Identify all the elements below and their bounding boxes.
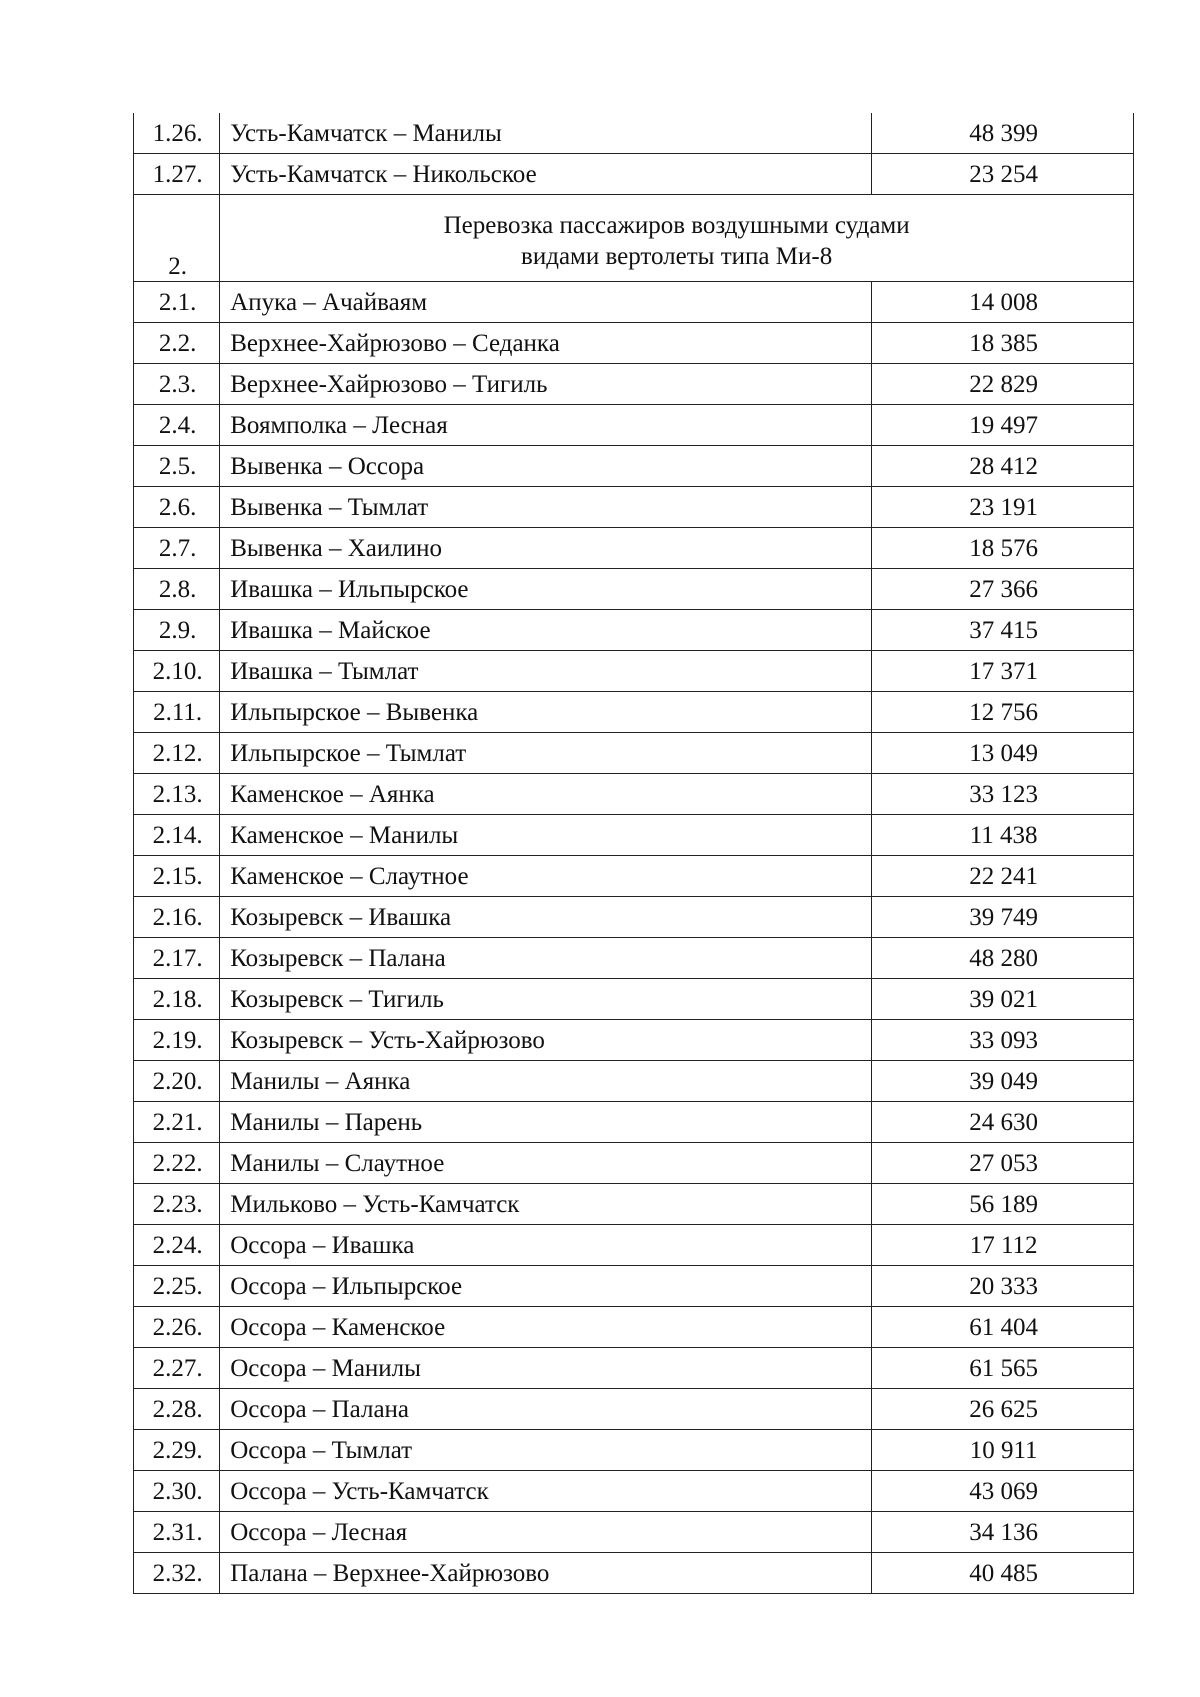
row-number: 2.17. bbox=[134, 938, 220, 979]
route-name: Оссора – Ивашка bbox=[220, 1225, 872, 1266]
route-price: 33 123 bbox=[872, 774, 1134, 815]
route-price: 23 254 bbox=[872, 154, 1134, 195]
route-name: Каменское – Аянка bbox=[220, 774, 872, 815]
section-number: 2. bbox=[134, 195, 220, 282]
route-name: Верхнее-Хайрюзово – Седанка bbox=[220, 323, 872, 364]
route-name: Вывенка – Хаилино bbox=[220, 528, 872, 569]
row-number: 2.21. bbox=[134, 1102, 220, 1143]
section-title-line-1: Перевозка пассажиров воздушными судами bbox=[443, 211, 910, 239]
table-row bbox=[134, 610, 1134, 651]
route-price: 18 385 bbox=[872, 323, 1134, 364]
row-number: 2.1. bbox=[134, 282, 220, 323]
route-price: 40 485 bbox=[872, 1553, 1134, 1594]
route-price: 34 136 bbox=[872, 1512, 1134, 1553]
route-name: Оссора – Ильпырское bbox=[220, 1266, 872, 1307]
route-price: 17 112 bbox=[872, 1225, 1134, 1266]
section-header bbox=[134, 195, 1134, 282]
table-row bbox=[134, 528, 1134, 569]
route-name: Апука – Ачайваям bbox=[220, 282, 872, 323]
table-row bbox=[134, 651, 1134, 692]
table-row bbox=[134, 1471, 1134, 1512]
route-name: Вывенка – Оссора bbox=[220, 446, 872, 487]
route-name: Верхнее-Хайрюзово – Тигиль bbox=[220, 364, 872, 405]
row-number: 2.32. bbox=[134, 1553, 220, 1594]
route-name: Каменское – Слаутное bbox=[220, 856, 872, 897]
row-number: 2.8. bbox=[134, 569, 220, 610]
route-name: Козыревск – Палана bbox=[220, 938, 872, 979]
route-price: 61 565 bbox=[872, 1348, 1134, 1389]
route-price: 27 053 bbox=[872, 1143, 1134, 1184]
row-number: 2.14. bbox=[134, 815, 220, 856]
table-row bbox=[134, 1020, 1134, 1061]
route-price: 22 829 bbox=[872, 364, 1134, 405]
table-row bbox=[134, 405, 1134, 446]
table-row bbox=[134, 1225, 1134, 1266]
route-price: 11 438 bbox=[872, 815, 1134, 856]
route-name: Манилы – Аянка bbox=[220, 1061, 872, 1102]
route-price: 10 911 bbox=[872, 1430, 1134, 1471]
route-name: Козыревск – Ивашка bbox=[220, 897, 872, 938]
route-name: Усть-Камчатск – Манилы bbox=[220, 113, 872, 154]
row-number: 2.3. bbox=[134, 364, 220, 405]
route-price: 39 021 bbox=[872, 979, 1134, 1020]
route-price: 22 241 bbox=[872, 856, 1134, 897]
row-number: 2.15. bbox=[134, 856, 220, 897]
route-price: 43 069 bbox=[872, 1471, 1134, 1512]
route-name: Усть-Камчатск – Никольское bbox=[220, 154, 872, 195]
row-number: 2.31. bbox=[134, 1512, 220, 1553]
route-price: 24 630 bbox=[872, 1102, 1134, 1143]
route-price: 48 280 bbox=[872, 938, 1134, 979]
route-price: 33 093 bbox=[872, 1020, 1134, 1061]
table-row bbox=[134, 692, 1134, 733]
table-row bbox=[134, 1389, 1134, 1430]
route-price: 12 756 bbox=[872, 692, 1134, 733]
row-number: 1.26. bbox=[134, 113, 220, 154]
row-number: 2.19. bbox=[134, 1020, 220, 1061]
route-name: Оссора – Лесная bbox=[220, 1512, 872, 1553]
route-name: Манилы – Парень bbox=[220, 1102, 872, 1143]
row-number: 2.12. bbox=[134, 733, 220, 774]
route-name: Ивашка – Ильпырское bbox=[220, 569, 872, 610]
row-number: 2.11. bbox=[134, 692, 220, 733]
route-price: 26 625 bbox=[872, 1389, 1134, 1430]
table-row bbox=[134, 1102, 1134, 1143]
table-row bbox=[134, 1184, 1134, 1225]
table-row bbox=[134, 446, 1134, 487]
table-row bbox=[134, 1512, 1134, 1553]
table-row bbox=[134, 1348, 1134, 1389]
row-number: 2.27. bbox=[134, 1348, 220, 1389]
route-price: 20 333 bbox=[872, 1266, 1134, 1307]
table-rows-section-2 bbox=[134, 282, 1134, 1594]
table-row bbox=[134, 897, 1134, 938]
row-number: 2.9. bbox=[134, 610, 220, 651]
row-number: 2.6. bbox=[134, 487, 220, 528]
route-price: 27 366 bbox=[872, 569, 1134, 610]
route-name: Оссора – Манилы bbox=[220, 1348, 872, 1389]
route-name: Оссора – Палана bbox=[220, 1389, 872, 1430]
row-number: 2.28. bbox=[134, 1389, 220, 1430]
table-row bbox=[134, 774, 1134, 815]
row-number: 1.27. bbox=[134, 154, 220, 195]
table-row bbox=[134, 487, 1134, 528]
table-row bbox=[134, 154, 1134, 195]
table-row bbox=[134, 282, 1134, 323]
route-price: 56 189 bbox=[872, 1184, 1134, 1225]
row-number: 2.25. bbox=[134, 1266, 220, 1307]
row-number: 2.23. bbox=[134, 1184, 220, 1225]
route-price: 18 576 bbox=[872, 528, 1134, 569]
route-price: 48 399 bbox=[872, 113, 1134, 154]
table-row bbox=[134, 1307, 1134, 1348]
row-number: 2.10. bbox=[134, 651, 220, 692]
route-name: Козыревск – Усть-Хайрюзово bbox=[220, 1020, 872, 1061]
route-price: 39 049 bbox=[872, 1061, 1134, 1102]
route-price: 13 049 bbox=[872, 733, 1134, 774]
route-name: Ивашка – Майское bbox=[220, 610, 872, 651]
route-name: Ильпырское – Тымлат bbox=[220, 733, 872, 774]
route-price: 28 412 bbox=[872, 446, 1134, 487]
route-name: Оссора – Тымлат bbox=[220, 1430, 872, 1471]
section-title bbox=[220, 195, 1134, 282]
row-number: 2.13. bbox=[134, 774, 220, 815]
row-number: 2.22. bbox=[134, 1143, 220, 1184]
table-row bbox=[134, 1553, 1134, 1594]
route-price: 61 404 bbox=[872, 1307, 1134, 1348]
route-price: 14 008 bbox=[872, 282, 1134, 323]
route-price: 23 191 bbox=[872, 487, 1134, 528]
table-row bbox=[134, 1430, 1134, 1471]
route-price: 37 415 bbox=[872, 610, 1134, 651]
route-name: Ильпырское – Вывенка bbox=[220, 692, 872, 733]
route-name: Ивашка – Тымлат bbox=[220, 651, 872, 692]
route-name: Мильково – Усть-Камчатск bbox=[220, 1184, 872, 1225]
section-title-line-2: видами вертолеты типа Ми-8 bbox=[521, 243, 833, 270]
table-row bbox=[134, 938, 1134, 979]
table-row bbox=[134, 1266, 1134, 1307]
row-number: 2.4. bbox=[134, 405, 220, 446]
table-row bbox=[134, 1061, 1134, 1102]
row-number: 2.7. bbox=[134, 528, 220, 569]
route-name: Козыревск – Тигиль bbox=[220, 979, 872, 1020]
route-name: Оссора – Усть-Камчатск bbox=[220, 1471, 872, 1512]
tariff-table bbox=[133, 113, 1134, 1594]
row-number: 2.18. bbox=[134, 979, 220, 1020]
table-row bbox=[134, 323, 1134, 364]
table-row bbox=[134, 1143, 1134, 1184]
table-row bbox=[134, 815, 1134, 856]
table-row bbox=[134, 364, 1134, 405]
route-name: Палана – Верхнее-Хайрюзово bbox=[220, 1553, 872, 1594]
row-number: 2.2. bbox=[134, 323, 220, 364]
route-price: 17 371 bbox=[872, 651, 1134, 692]
table-row bbox=[134, 569, 1134, 610]
table-rows-continued bbox=[134, 113, 1134, 195]
route-name: Вывенка – Тымлат bbox=[220, 487, 872, 528]
table-row bbox=[134, 856, 1134, 897]
section-row bbox=[134, 195, 1134, 282]
row-number: 2.26. bbox=[134, 1307, 220, 1348]
row-number: 2.5. bbox=[134, 446, 220, 487]
row-number: 2.20. bbox=[134, 1061, 220, 1102]
route-name: Воямполка – Лесная bbox=[220, 405, 872, 446]
row-number: 2.24. bbox=[134, 1225, 220, 1266]
table-row bbox=[134, 733, 1134, 774]
table-row bbox=[134, 113, 1134, 154]
route-price: 39 749 bbox=[872, 897, 1134, 938]
route-name: Каменское – Манилы bbox=[220, 815, 872, 856]
route-name: Манилы – Слаутное bbox=[220, 1143, 872, 1184]
route-name: Оссора – Каменское bbox=[220, 1307, 872, 1348]
row-number: 2.29. bbox=[134, 1430, 220, 1471]
table-row bbox=[134, 979, 1134, 1020]
row-number: 2.16. bbox=[134, 897, 220, 938]
route-price: 19 497 bbox=[872, 405, 1134, 446]
row-number: 2.30. bbox=[134, 1471, 220, 1512]
